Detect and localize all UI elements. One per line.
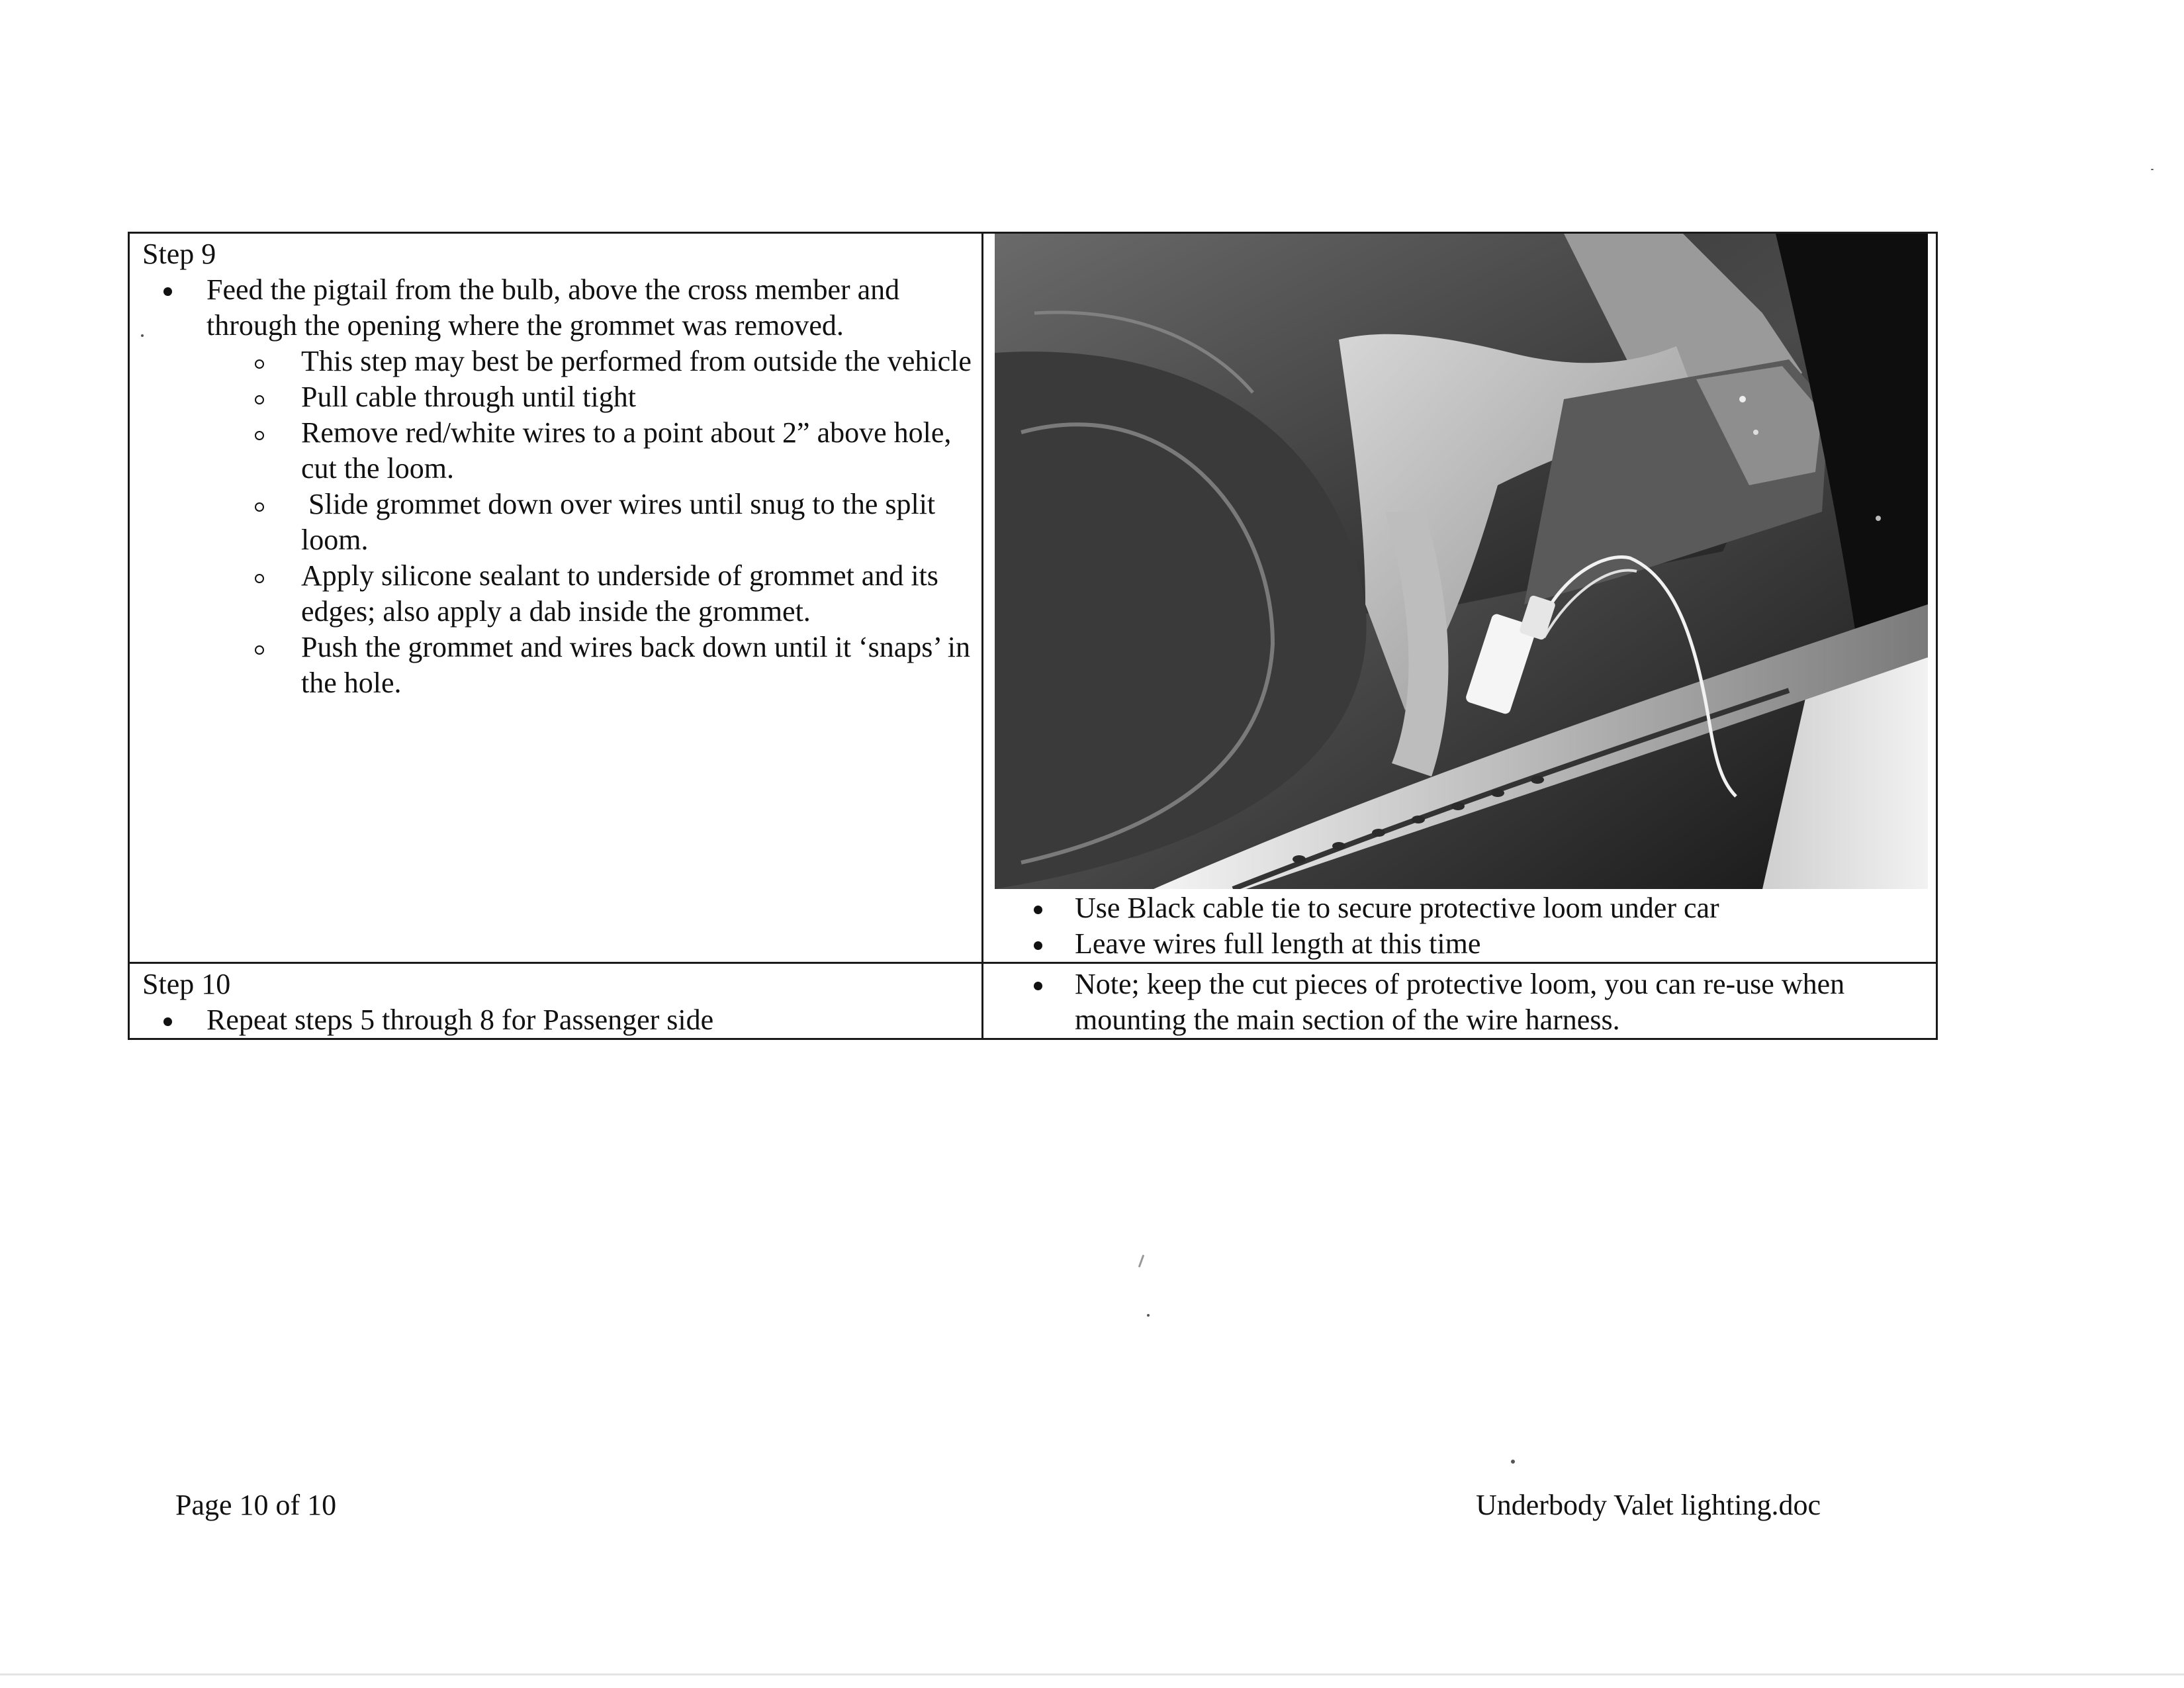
step-10-instructions-cell	[129, 963, 983, 1039]
sub-bullet-list	[206, 344, 975, 701]
note-list	[983, 966, 1929, 1038]
table-row-step-10	[129, 963, 1937, 1039]
scan-speck	[1138, 1254, 1145, 1268]
bullet-item	[206, 272, 975, 701]
step-9-instructions-cell	[129, 233, 983, 963]
sub-bullet-item: Slide grommet down over wires until snug to the split loom.	[301, 487, 975, 558]
bullet-list	[142, 272, 975, 701]
scan-edge-line	[0, 1673, 2184, 1675]
bullet-text: Feed the pigtail from the bulb, above the cross member and through the opening where the grommet was removed.	[206, 273, 900, 342]
sub-bullet-item: Push the grommet and wires back down until it ‘snaps’ in the hole.	[301, 630, 975, 701]
table-row-step-9	[129, 233, 1937, 963]
step-label: Step 9	[142, 238, 216, 270]
scan-speck	[1511, 1460, 1515, 1464]
step-label: Step 10	[142, 968, 231, 1000]
bullet-item: Repeat steps 5 through 8 for Passenger side	[206, 1002, 975, 1038]
note-list	[983, 890, 1929, 962]
scan-speck	[2151, 169, 2154, 170]
note-item: Use Black cable tie to secure protective loom under car	[1075, 890, 1929, 926]
sub-bullet-item: This step may best be performed from outside the vehicle	[301, 344, 975, 379]
document-filename: Underbody Valet lighting.doc	[1476, 1489, 1821, 1521]
car-sill-photo	[995, 234, 1928, 889]
step-10-notes-cell	[983, 963, 1937, 1039]
sub-bullet-item: Pull cable through until tight	[301, 379, 975, 415]
page-number: Page 10 of 10	[175, 1489, 337, 1521]
installation-photo	[995, 234, 1928, 889]
scan-speck	[1147, 1314, 1150, 1317]
sub-bullet-item: Apply silicone sealant to underside of grommet and its edges; also apply a dab inside the grommet.	[301, 558, 975, 630]
bullet-list	[142, 1002, 975, 1038]
scan-speck	[141, 334, 144, 337]
steps-table	[128, 232, 1938, 1040]
sub-bullet-item: Remove red/white wires to a point about 2” above hole, cut the loom.	[301, 415, 975, 487]
note-item: Leave wires full length at this time	[1075, 926, 1929, 962]
note-item: Note; keep the cut pieces of protective loom, you can re-use when mounting the main section of the wire harness.	[1075, 966, 1929, 1038]
step-9-photo-cell	[983, 233, 1937, 963]
